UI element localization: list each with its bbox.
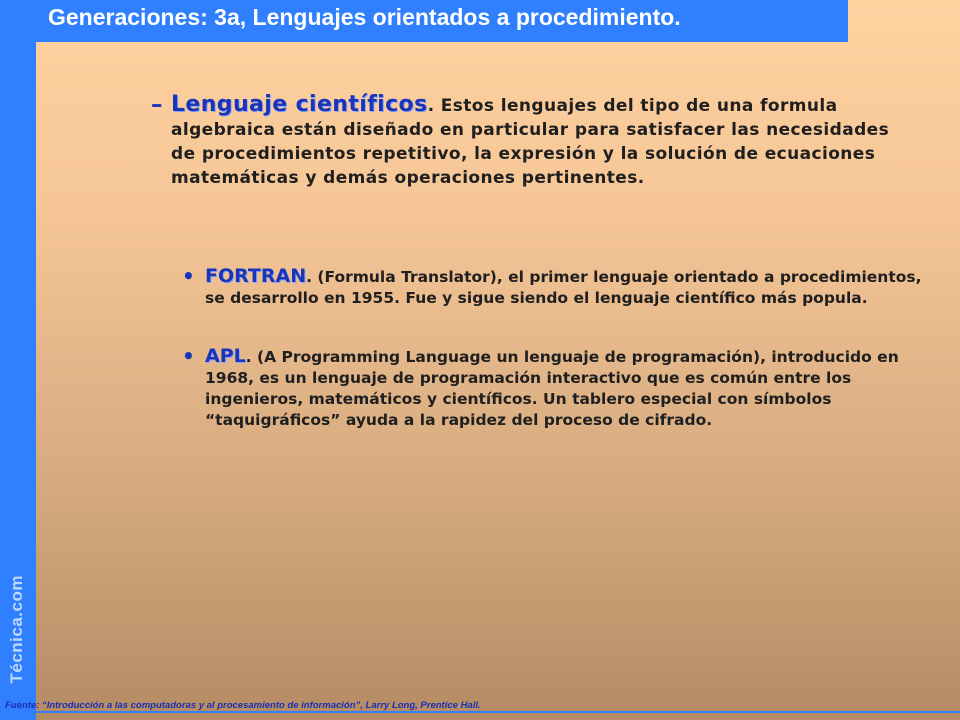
sidebar-band [0,0,36,720]
fortran-text: . (Formula Translator), el primer lenguaje orientado a procedimientos, se desarrollo en 1955. Fue y sigue siendo el lenguaje científico más popula. [205,268,922,307]
source-footer: Fuente: “Introducción a las computadoras y al procesamiento de información”, Larry Long, Prentice Hall. [5,700,481,711]
bullet-icon: • [182,264,195,288]
science-heading: Lenguaje científicos [171,92,428,117]
sidebar-brand: Técnica.com [7,574,26,683]
bullet-icon: • [182,344,195,368]
fortran-heading: FORTRAN [205,265,307,287]
apl-text: . (A Programming Language un lenguaje de programación), introducido en 1968, es un lenguaje de programación interactivo que es común entre los ingenieros, matemáticos y científicos. Un tablero especial con símbolos “taquigráficos” ayuda a la rapidez del proceso de cifrado. [205,348,899,429]
apl-heading: APL [205,345,246,367]
science-text: . Estos lenguajes del tipo de una formula algebraica están diseñado en particular para satisfacer las necesidades de procedimientos repetitivo, la expresión y la solución de ecuaciones matemáticas y demás operaciones pertinentes. [171,96,890,188]
bottom-rule [0,711,960,713]
dash-bullet: – [151,92,163,118]
list-item-apl [182,344,925,431]
page-title: Generaciones: 3a, Lenguajes orientados a procedimiento. [48,4,681,30]
science-language-paragraph [151,92,891,190]
list-item-fortran [182,264,925,309]
